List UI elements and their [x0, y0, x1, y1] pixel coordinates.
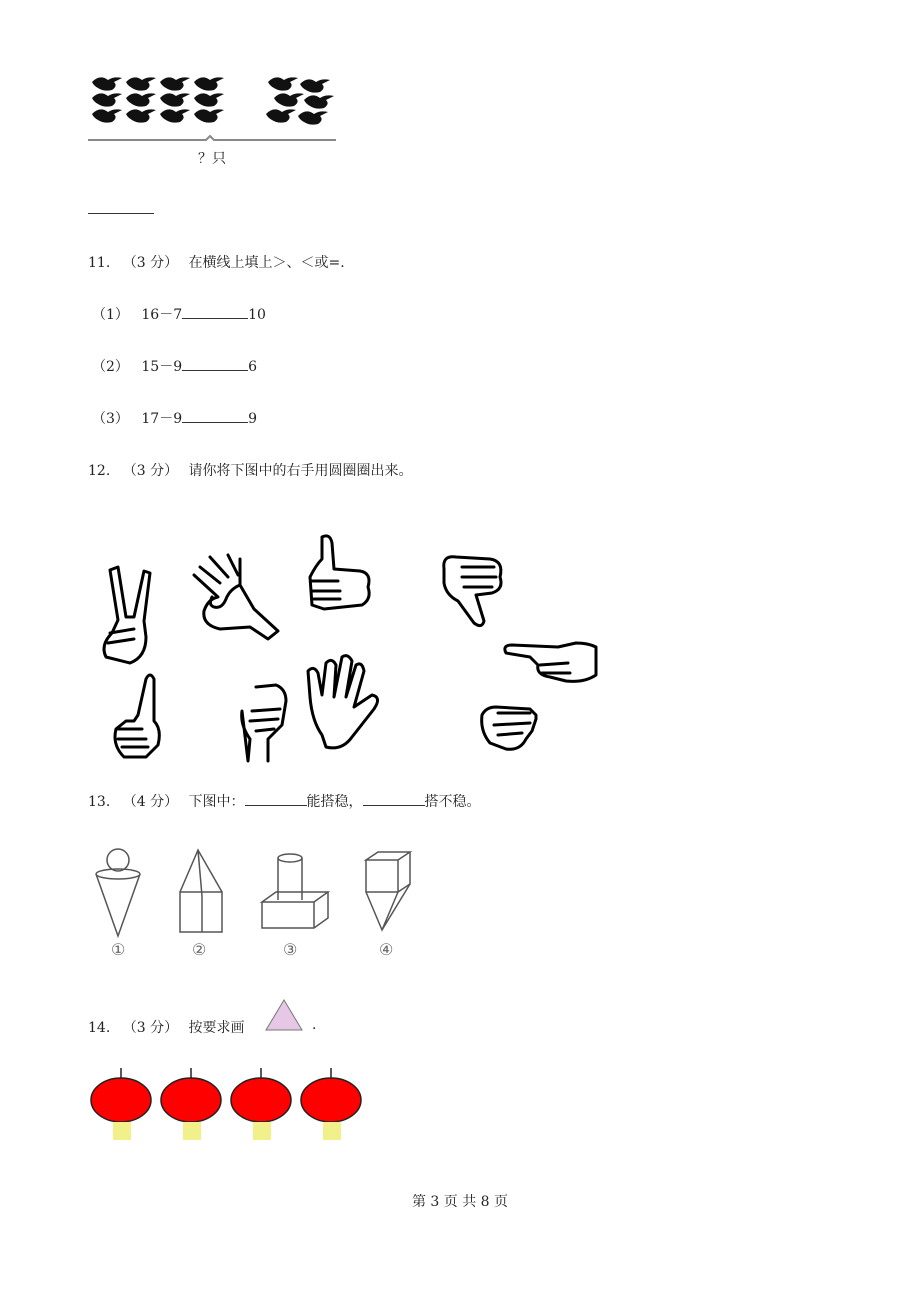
- q14-number: 14.: [88, 1020, 111, 1036]
- q11-answer-blank-2[interactable]: [182, 356, 248, 371]
- hand-ok-icon[interactable]: [194, 555, 278, 639]
- q11-answer-blank-1[interactable]: [182, 304, 248, 319]
- q13-number: 13.: [88, 794, 111, 810]
- birds-caption: ？只: [198, 151, 226, 167]
- q11-item-3: [92, 408, 257, 428]
- q11-item-label: （2）: [92, 359, 129, 375]
- q13-answer-blank-1[interactable]: [245, 791, 307, 806]
- solid-cone-on-cylinder: [180, 850, 222, 932]
- q13-label-4: ④: [379, 940, 394, 959]
- q11-item-label: （3）: [92, 411, 129, 427]
- answer-blank-prev[interactable]: [88, 213, 154, 214]
- q11-item-expr: 15－9: [141, 359, 183, 375]
- q13-answer-blank-2[interactable]: [363, 791, 425, 806]
- q14-header: [88, 1017, 245, 1037]
- hand-thumbs-down-icon[interactable]: [444, 557, 501, 626]
- q11-item-label: （1）: [92, 307, 129, 323]
- lantern-1: [91, 1068, 151, 1140]
- q12-prompt: 请你将下图中的右手用圆圈圈出来。: [188, 463, 413, 479]
- bird-group-right: [266, 77, 334, 124]
- page-footer: 第 3 页 共 8 页: [411, 1194, 509, 1210]
- lanterns-figure: [88, 1068, 368, 1144]
- lantern-2: [161, 1068, 221, 1140]
- lantern-4: [301, 1068, 361, 1140]
- q11-score: （3 分）: [122, 255, 179, 271]
- q13-prompt-b: 能搭稳，: [306, 794, 363, 810]
- hand-open-palm-icon[interactable]: [308, 656, 378, 748]
- q12-number: 12.: [88, 463, 111, 479]
- q13-header: [88, 791, 481, 811]
- solid-cube-on-pyramid: [366, 852, 410, 930]
- q12-score: （3 分）: [122, 463, 179, 479]
- q13-label-1: ①: [111, 940, 126, 959]
- hand-victory-icon[interactable]: [104, 567, 150, 663]
- triangle-icon: [264, 998, 304, 1032]
- q11-number: 11.: [88, 255, 111, 271]
- hand-thumbs-up-icon[interactable]: [310, 536, 369, 609]
- hand-pointing-left-icon[interactable]: [505, 643, 596, 681]
- q11-header: [88, 252, 345, 272]
- q11-answer-blank-3[interactable]: [182, 408, 248, 423]
- q13-prompt-a: 下图中：: [188, 794, 245, 810]
- q11-item-rhs: 6: [248, 359, 258, 375]
- q13-score: （4 分）: [122, 794, 179, 810]
- hand-pointing-right-icon[interactable]: [482, 707, 536, 749]
- q14-prompt: 按要求画: [188, 1020, 245, 1036]
- q14-end-mark: .: [312, 1017, 317, 1033]
- q11-item-rhs: 9: [248, 411, 258, 427]
- q12-header: [88, 460, 413, 480]
- q13-label-3: ③: [283, 940, 298, 959]
- q13-prompt-c: 搭不稳。: [424, 794, 481, 810]
- q14-score: （3 分）: [122, 1020, 179, 1036]
- hand-index-up-icon[interactable]: [115, 675, 159, 757]
- q11-item-rhs: 10: [248, 307, 266, 323]
- hands-figure: [90, 525, 610, 765]
- q11-prompt: 在横线上填上＞、＜或=.: [188, 255, 345, 271]
- lantern-3: [231, 1068, 291, 1140]
- solid-cylinder-on-cuboid: [262, 854, 328, 928]
- bird-group-left: [92, 77, 224, 122]
- brace-line: [88, 136, 336, 140]
- hand-back-icon[interactable]: [242, 685, 286, 761]
- birds-figure: [86, 70, 338, 148]
- solids-figure: [92, 846, 422, 942]
- q13-label-2: ②: [192, 940, 207, 959]
- solid-sphere-on-cone: [96, 849, 140, 936]
- q11-item-2: [92, 356, 257, 376]
- q11-item-expr: 16－7: [141, 307, 183, 323]
- q11-item-1: [92, 304, 266, 324]
- q11-item-expr: 17－9: [141, 411, 183, 427]
